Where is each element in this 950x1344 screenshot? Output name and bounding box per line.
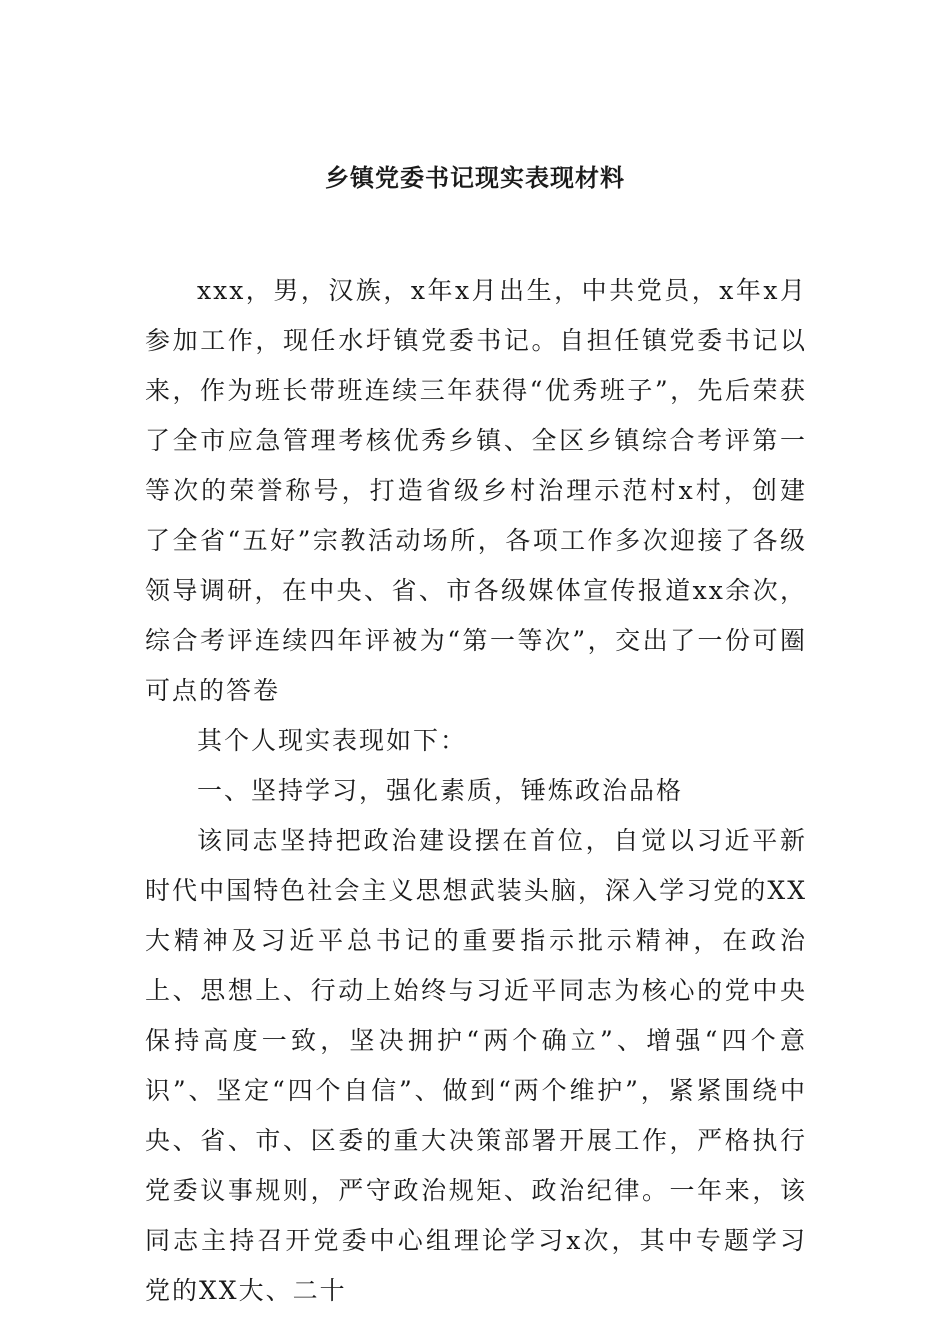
paragraph-intro: xxx，男，汉族，x年x月出生，中共党员，x年x月参加工作，现任水圩镇党委书记。自担任镇党委书记以来，作为班长带班连续三年获得“优秀班子”，先后荣获了全市应急管理考核优秀乡镇、全区乡镇综合考评第一等次的荣誉称号，打造省级乡村治理示范村x村，创建了全省“五好”宗教活动场所，各项工作多次迎接了各级领导调研，在中央、省、市各级媒体宣传报道xx余次，综合考评连续四年评被为“第一等次”，交出了一份可圈可点的答卷: [145, 276, 807, 705]
document-title: 乡镇党委书记现实表现材料: [325, 164, 625, 192]
section-heading-1: 一、坚持学习，强化素质，锤炼政治品格: [197, 776, 684, 805]
paragraph-section-1: 该同志坚持把政治建设摆在首位，自觉以习近平新时代中国特色社会主义思想武装头脑，深入学习党的XX大精神及习近平总书记的重要指示批示精神，在政治上、思想上、行动上始终与习近平同志为核心的党中央保持高度一致，坚决拥护“两个确立”、增强“四个意识”、坚定“四个自信”、做到“两个维护”，紧紧围绕中央、省、市、区委的重大决策部署开展工作，严格执行党委议事规则，严守政治规矩、政治纪律。一年来，该同志主持召开党委中心组理论学习x次，其中专题学习党的XX大、二十: [145, 826, 807, 1305]
paragraph-lead-in: 其个人现实表现如下：: [197, 726, 468, 755]
document-body: [145, 266, 807, 1316]
